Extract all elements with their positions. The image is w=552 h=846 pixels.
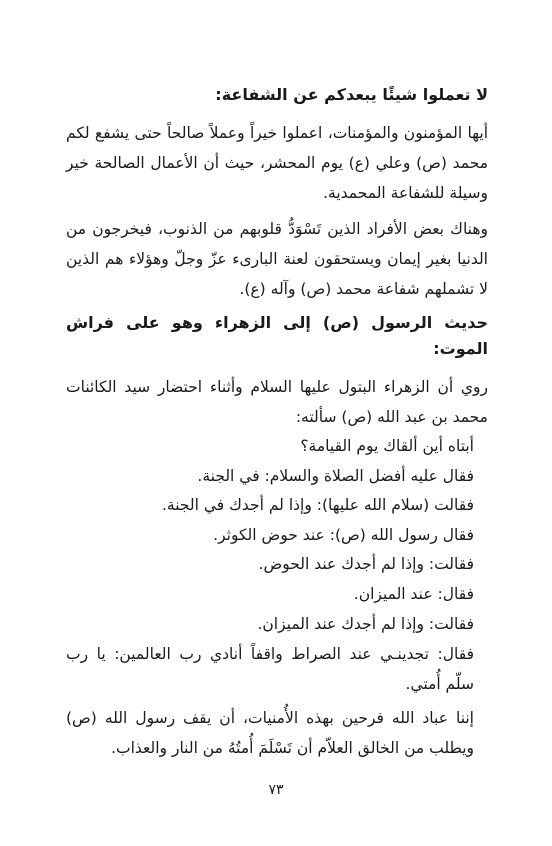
paragraph-blackened-hearts: وهناك بعض الأفراد الذين تَسْوَدُّ قلوبهم من الذنوب، فيخرجون من الدنيا بغير إيمان ويستحقون لعنة البارىء عزّ وجلّ وهؤلاء هم الذين لا تشملهم شفاعة محمد (ص) وآله (ع). [66,220,488,298]
section-heading-intercession: لا تعملوا شيئًا يبعدكم عن الشفاعة: [215,85,488,104]
dialogue-line: فقالت: وإذا لم أجدك عند الميزان. [257,614,474,633]
paragraph-hadith-intro: روي أن الزهراء البتول عليها السلام وأثناء احتضار سيد الكائنات محمد بن عبد الله (ص) سألته: [66,378,488,426]
dialogue-line: فقالت (سلام الله عليها): وإذا لم أجدك في الجنة. [162,496,474,515]
paragraph-final-dialogue: فقال: تجدينـي عند الصراط واقفاً أنادي رب العالمين: يا رب سلّم أُمتي. [66,645,474,694]
section-heading-prophet-hadith: حديث الرسول (ص) إلى الزهراء وهو على فراش الموت: [66,313,488,358]
dialogue-line: أبتاه أين ألقاك يوم القيامة؟ [300,437,474,455]
dialogue-line: فقال رسول الله (ص): عند حوض الكوثر. [213,525,474,544]
book-page-body [66,82,488,769]
paragraph-closing: إننا عباد الله فرحين بهذه الأُمنيات، أن يقف رسول الله (ص) ويطلب من الخالق العلاّم أن تَسْلَمَ أُمتُهُ من النار والعذاب. [66,709,474,758]
dialogue-line: فقال عليه أفضل الصلاة والسلام: في الجنة. [197,466,474,485]
paragraph-good-deeds: أيها المؤمنون والمؤمنات، اعملوا خيراً وعملاً صالحاً حتى يشفع لكم محمد (ص) وعلي (ع) يوم المحشر، حيث أن الأعمال الصالحة خير وسيلة للشفاعة المحمدية. [66,124,488,202]
page-number: ٧٣ [268,782,284,798]
dialogue-line: فقال: عند الميزان. [353,584,474,603]
dialogue-line: فقالت: وإذا لم أجدك عند الحوض. [258,555,474,574]
